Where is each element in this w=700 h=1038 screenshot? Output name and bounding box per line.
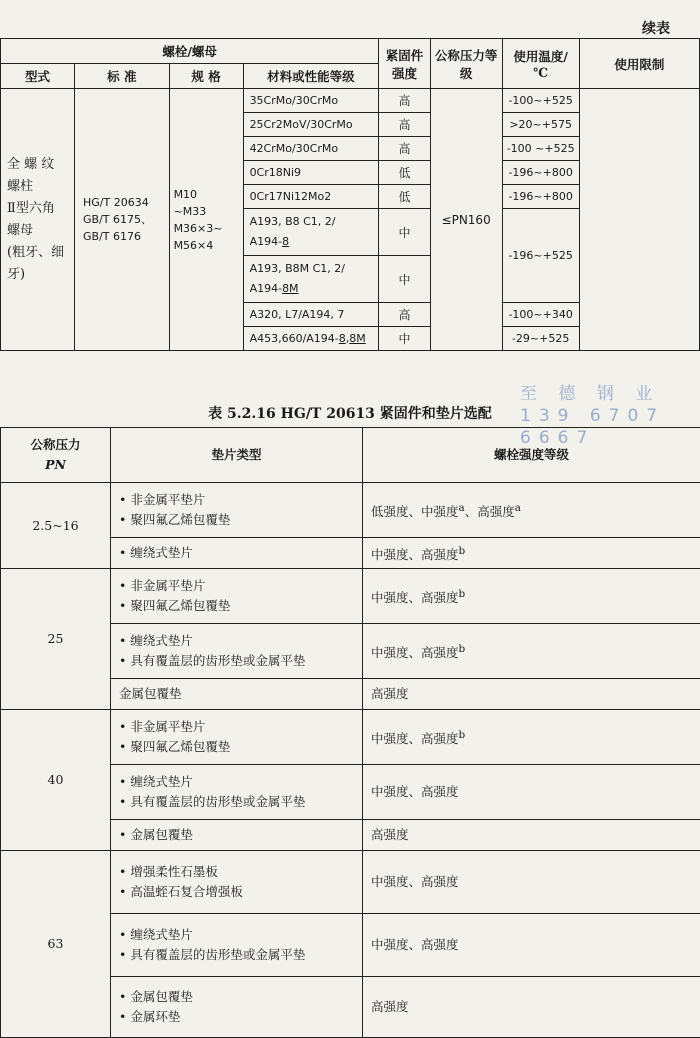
type-cell: [1, 89, 75, 351]
grade-text: 中强度、高强度: [371, 937, 459, 952]
gasket-item: • 金属包覆垫: [119, 825, 358, 845]
strength-cell: 高: [379, 113, 430, 137]
header-limit: 使用限制: [579, 39, 699, 89]
grade-text: 中强度、高强度: [371, 590, 459, 605]
grade-cell: [363, 569, 700, 624]
header-bolt-grade: 螺栓强度等级: [363, 428, 700, 483]
header-type: 型式: [1, 64, 75, 89]
material-underlined: 8M: [349, 332, 366, 345]
gasket-item: • 非金属平垫片: [119, 490, 358, 510]
fastener-table-continued: [0, 38, 700, 351]
grade-note: b: [459, 588, 466, 600]
header-strength: 紧固件强度: [379, 39, 430, 89]
material-cell: [243, 327, 379, 351]
grade-cell: [363, 914, 700, 977]
header-bolt-nut: 螺栓/螺母: [1, 39, 379, 64]
header-temperature: 使用温度/℃: [502, 39, 579, 89]
material-underlined: 8M: [282, 282, 299, 295]
material-cell: A320, L7/A194, 7: [243, 303, 379, 327]
gasket-cell: [111, 624, 363, 679]
grade-cell: [363, 765, 700, 820]
header-gasket: 垫片类型: [111, 428, 363, 483]
temperature-cell: >20~+575: [502, 113, 579, 137]
header-material: 材料或性能等级: [243, 64, 379, 89]
gasket-item: • 聚四氟乙烯包覆垫: [119, 596, 358, 616]
gasket-cell: [111, 977, 363, 1038]
grade-note: b: [459, 643, 466, 655]
gasket-item: 金属包覆垫: [119, 684, 358, 704]
gasket-item: • 缠绕式垫片: [119, 772, 358, 792]
standard-cell: [75, 89, 170, 351]
gasket-cell: [111, 765, 363, 820]
material-cell: 42CrMo/30CrMo: [243, 137, 379, 161]
strength-cell: 中: [379, 209, 430, 256]
grade-text: 中强度、高强度: [371, 645, 459, 660]
gasket-cell: [111, 851, 363, 914]
table-caption: 表 5.2.16 HG/T 20613 紧固件和垫片选配: [0, 403, 700, 423]
watermark-line: 至 德 钢 业: [520, 383, 700, 405]
type-line: Ⅱ型六角: [7, 198, 70, 220]
material-text: A453,660/A194-: [250, 332, 339, 345]
grade-text: 高强度: [371, 827, 409, 842]
material-cell: 0Cr18Ni9: [243, 161, 379, 185]
header-pn-line: 公称压力: [5, 435, 106, 455]
material-text: A194-: [250, 282, 283, 295]
standard-line: HG/T 20634: [83, 194, 165, 211]
gasket-cell: [111, 569, 363, 624]
material-line: A193, B8 C1, 2/: [250, 212, 375, 232]
gasket-item: • 增强柔性石墨板: [119, 862, 358, 882]
gasket-item: • 缠绕式垫片: [119, 925, 358, 945]
grade-text: 中强度、高强度: [371, 547, 459, 562]
watermark-line: 139 6707 6667: [520, 405, 700, 449]
gasket-item: • 非金属平垫片: [119, 717, 358, 737]
grade-cell: [363, 820, 700, 851]
material-cell: 35CrMo/30CrMo: [243, 89, 379, 113]
material-cell: [243, 256, 379, 303]
pn-cell: 25: [1, 569, 111, 710]
header-spec: 规 格: [169, 64, 243, 89]
strength-cell: 高: [379, 137, 430, 161]
gasket-item: • 聚四氟乙烯包覆垫: [119, 510, 358, 530]
continued-label: 续表: [642, 18, 670, 38]
material-cell: 0Cr17Ni12Mo2: [243, 185, 379, 209]
gasket-cell: [111, 820, 363, 851]
grade-cell: [363, 977, 700, 1038]
spec-cell: [169, 89, 243, 351]
temperature-cell: -100~+525: [502, 89, 579, 113]
gasket-item: • 具有覆盖层的齿形垫或金属平垫: [119, 651, 358, 671]
gasket-item: • 高温蛭石复合增强板: [119, 882, 358, 902]
type-line: (粗牙、细: [7, 242, 70, 264]
type-line: 螺柱: [7, 176, 70, 198]
gasket-item: • 缠绕式垫片: [119, 543, 358, 563]
grade-cell: [363, 624, 700, 679]
strength-cell: 低: [379, 161, 430, 185]
material-text: ,: [346, 332, 350, 345]
temperature-cell: -29~+525: [502, 327, 579, 351]
gasket-cell: [111, 679, 363, 710]
grade-note: a: [459, 502, 465, 514]
standard-line: GB/T 6175、: [83, 211, 165, 228]
grade-text: 中强度、高强度: [371, 731, 459, 746]
material-cell: 25Cr2MoV/30CrMo: [243, 113, 379, 137]
grade-text: 中强度、高强度: [371, 874, 459, 889]
header-pn: [1, 428, 111, 483]
spec-line: M56×4: [174, 237, 239, 254]
grade-note: b: [459, 729, 466, 741]
type-line: 全 螺 纹: [7, 154, 70, 176]
material-text: A194-: [250, 235, 283, 248]
temperature-cell: -100~+340: [502, 303, 579, 327]
gasket-item: • 金属包覆垫: [119, 987, 358, 1007]
grade-cell: [363, 483, 700, 538]
gasket-item: • 具有覆盖层的齿形垫或金属平垫: [119, 792, 358, 812]
limit-cell: [579, 89, 699, 351]
grade-cell: [363, 851, 700, 914]
gasket-selection-table: [0, 427, 700, 1038]
grade-note: b: [459, 545, 466, 557]
strength-cell: 中: [379, 256, 430, 303]
gasket-item: • 缠绕式垫片: [119, 631, 358, 651]
grade-text: 高强度: [371, 686, 409, 701]
grade-cell: [363, 538, 700, 569]
pn-cell: 2.5~16: [1, 483, 111, 569]
strength-cell: 低: [379, 185, 430, 209]
header-standard: 标 准: [75, 64, 170, 89]
grade-text: 高强度: [371, 999, 409, 1014]
gasket-cell: [111, 710, 363, 765]
strength-cell: 中: [379, 327, 430, 351]
grade-cell: [363, 679, 700, 710]
gasket-item: • 非金属平垫片: [119, 576, 358, 596]
temperature-cell-shared: -196~+525: [502, 209, 579, 303]
header-pressure: 公称压力等级: [430, 39, 502, 89]
material-cell: [243, 209, 379, 256]
grade-text: 、高强度: [465, 504, 515, 519]
standard-line: GB/T 6176: [83, 228, 165, 245]
type-line: 牙): [7, 264, 70, 286]
spec-line: M36×3~: [174, 220, 239, 237]
type-line: 螺母: [7, 220, 70, 242]
gasket-item: • 聚四氟乙烯包覆垫: [119, 737, 358, 757]
grade-text: 中强度、高强度: [371, 784, 459, 799]
temperature-cell: -196~+800: [502, 185, 579, 209]
material-underlined: 8: [339, 332, 346, 345]
gasket-item: • 金属环垫: [119, 1007, 358, 1027]
pn-cell: 63: [1, 851, 111, 1038]
spec-line: M10: [174, 186, 239, 203]
header-pn-line: PN: [5, 455, 106, 475]
gasket-cell: [111, 538, 363, 569]
material-line: [250, 279, 375, 299]
gasket-cell: [111, 483, 363, 538]
material-underlined: 8: [282, 235, 289, 248]
strength-cell: 高: [379, 89, 430, 113]
grade-text: 低强度、中强度: [371, 504, 459, 519]
gasket-item: • 具有覆盖层的齿形垫或金属平垫: [119, 945, 358, 965]
strength-cell: 高: [379, 303, 430, 327]
temperature-cell: -196~+800: [502, 161, 579, 185]
grade-note: a: [515, 502, 521, 514]
gasket-cell: [111, 914, 363, 977]
pn-cell: 40: [1, 710, 111, 851]
pressure-cell: ≤PN160: [430, 89, 502, 351]
spec-line: ~M33: [174, 203, 239, 220]
grade-cell: [363, 710, 700, 765]
material-line: [250, 232, 375, 252]
temperature-cell: -100 ~+525: [502, 137, 579, 161]
material-line: A193, B8M C1, 2/: [250, 259, 375, 279]
